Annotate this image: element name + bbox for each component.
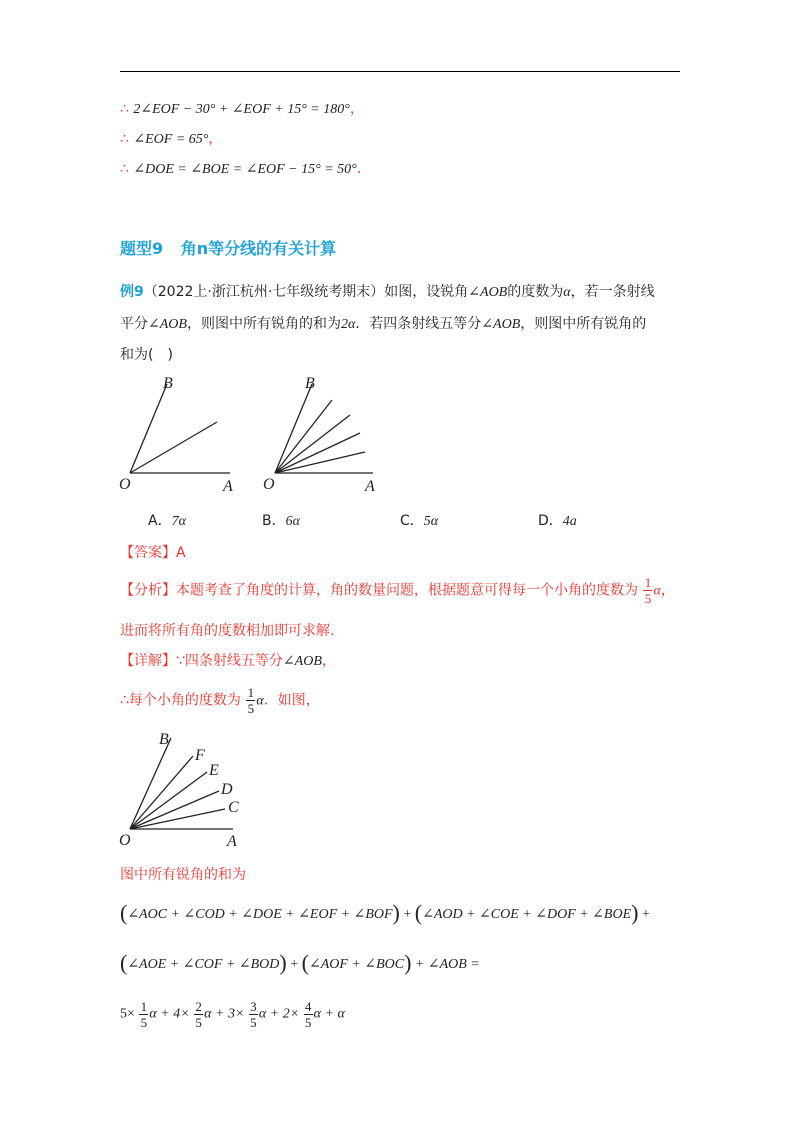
option-value: 4a xyxy=(562,514,577,529)
option-letter: D． xyxy=(538,513,563,529)
angle-sum-group-4: ∠AOF + ∠BOC xyxy=(308,957,405,972)
section-heading: 角n等分线的有关计算 xyxy=(180,239,337,258)
example-line-1 xyxy=(120,281,655,301)
ray-ob xyxy=(275,384,312,473)
ray-3 xyxy=(275,433,360,473)
section-label: 题型9 xyxy=(120,239,164,258)
example-text: ．若四条射线五等分 xyxy=(355,316,482,332)
label-b: B xyxy=(163,375,173,392)
punct: ， xyxy=(660,582,675,599)
angle-sum-group-2: ∠AOD + ∠COE + ∠DOF + ∠BOE xyxy=(422,907,632,922)
answer-tag: 【答案】 xyxy=(120,545,176,561)
analysis-line-1 xyxy=(120,576,675,605)
option-letter: A． xyxy=(148,513,172,529)
punct: ， xyxy=(321,653,336,669)
example-text: 和为( ) xyxy=(120,347,173,363)
option-value: 7α xyxy=(171,514,186,529)
solution-line-3 xyxy=(120,158,371,178)
figure-quintisection xyxy=(255,370,390,495)
label-d: D xyxy=(221,781,233,798)
equation-line-2: (∠AOE + ∠COF + ∠BOD) + (∠AOF + ∠BOC) + ∠AOB = xyxy=(120,950,480,975)
fraction-3-5: $\frac{3}{5}$ xyxy=(250,999,257,1030)
angle-sum-group-3: ∠AOE + ∠COF + ∠BOD xyxy=(127,957,280,972)
label-o: O xyxy=(119,832,131,849)
equation: ∠EOF = 65° xyxy=(133,132,209,147)
punct: ， xyxy=(349,101,364,117)
therefore-symbol: ∴ xyxy=(120,131,129,147)
ray-ob xyxy=(130,384,167,473)
alpha: α xyxy=(563,285,571,300)
label-b: B xyxy=(159,731,169,748)
example-line-3 xyxy=(120,344,173,364)
fraction-2-5: $\frac{2}{5}$ xyxy=(195,999,202,1030)
label-a: A xyxy=(227,833,237,850)
option-letter: B． xyxy=(262,513,286,529)
solution-line-2 xyxy=(120,128,222,148)
label-o: O xyxy=(263,476,275,493)
equation: 2∠EOF − 30° + ∠EOF + 15° = 180° xyxy=(133,102,350,117)
therefore-symbol: ∴ xyxy=(120,101,129,117)
angle-aob: ∠AOB xyxy=(148,317,187,332)
detail-line-1 xyxy=(120,650,336,670)
angle-aob: ∠AOB xyxy=(481,317,521,332)
therefore-symbol: ∴ xyxy=(120,161,129,177)
angle-aob: ∠AOB xyxy=(282,654,322,669)
detail-tag: 【详解】 xyxy=(120,653,176,669)
example-text: ，则图中所有锐角的和为 xyxy=(186,316,341,332)
detail-text: ∴每个小角的度数为 xyxy=(120,692,241,709)
detail-line-2 xyxy=(120,686,320,715)
option-b[interactable] xyxy=(262,510,300,530)
punct: ． xyxy=(356,161,371,177)
fraction-one-fifth: $\frac{1}{5}$ xyxy=(247,685,255,716)
example-text: 的度数为 xyxy=(507,284,564,300)
example-text: ，则图中所有锐角的 xyxy=(520,316,647,332)
label-b: B xyxy=(305,375,315,392)
example-text: （2022上·浙江杭州·七年级统考期末）如图，设锐角 xyxy=(143,284,469,300)
fraction-one-fifth: $\frac{1}{5}$ xyxy=(644,575,652,606)
section-title xyxy=(120,236,336,259)
answer-line xyxy=(120,542,186,562)
solution-line-1 xyxy=(120,98,364,118)
option-d[interactable] xyxy=(538,510,577,530)
option-value: 6α xyxy=(285,514,300,529)
option-c[interactable] xyxy=(400,510,438,530)
fraction-1-5: $\frac{1}{5}$ xyxy=(140,999,148,1030)
angle-sum-group-1: ∠AOC + ∠COD + ∠DOE + ∠EOF + ∠BOF xyxy=(127,907,393,922)
example-line-2 xyxy=(120,313,646,333)
label-a: A xyxy=(365,478,375,495)
figure-labeled-rays xyxy=(115,728,255,850)
analysis-text: 本题考查了角度的计算，角的数量问题，根据题意可得每一个小角的度数为 xyxy=(176,582,638,599)
label-a: A xyxy=(223,478,233,495)
punct: ， xyxy=(208,131,223,147)
two-alpha: 2α xyxy=(340,317,356,332)
analysis-tag: 【分析】 xyxy=(120,582,176,599)
ray-ob xyxy=(130,738,171,829)
label-e: E xyxy=(209,762,219,779)
equation-line-1: (∠AOC + ∠COD + ∠DOE + ∠EOF + ∠BOF) + (∠AOD + ∠COE + ∠DOF + ∠BOE) + xyxy=(120,900,650,925)
option-a[interactable] xyxy=(148,510,186,530)
analysis-line-2 xyxy=(120,620,334,640)
ray-bisector xyxy=(130,422,217,473)
option-letter: C． xyxy=(400,513,424,529)
option-value: 5α xyxy=(423,514,439,529)
label-o: O xyxy=(119,476,131,493)
equation: ∠DOE = ∠BOE = ∠EOF − 15° = 50° xyxy=(133,162,357,177)
alpha: α xyxy=(653,583,661,599)
example-text: ，若一条射线 xyxy=(570,284,655,300)
example-label: 例9 xyxy=(120,284,144,300)
figure-bisector xyxy=(115,370,250,495)
alpha: α xyxy=(256,693,264,709)
fraction-4-5: $\frac{4}{5}$ xyxy=(304,999,312,1030)
detail-text: ．如图， xyxy=(263,692,320,709)
label-c: C xyxy=(228,799,239,816)
analysis-text: 进而将所有角的度数相加即可求解. xyxy=(120,623,335,639)
equation-tail: + ∠AOB = xyxy=(414,957,480,972)
header-rule xyxy=(120,71,680,72)
final-formula: 5× $\frac{1}{5}$ α + 4× $\frac{2}{5}$ α + 3× $\frac{3}{5}$ α + 2× $\frac{4}{5}$ α + α xyxy=(120,999,345,1030)
label-f: F xyxy=(195,747,205,764)
detail-text: ∵四条射线五等分 xyxy=(176,653,283,669)
sum-title: 图中所有锐角的和为 xyxy=(120,867,246,883)
example-text: 平分 xyxy=(120,316,148,332)
angle-aob: ∠AOB xyxy=(468,285,508,300)
answer-value: A xyxy=(176,545,186,561)
